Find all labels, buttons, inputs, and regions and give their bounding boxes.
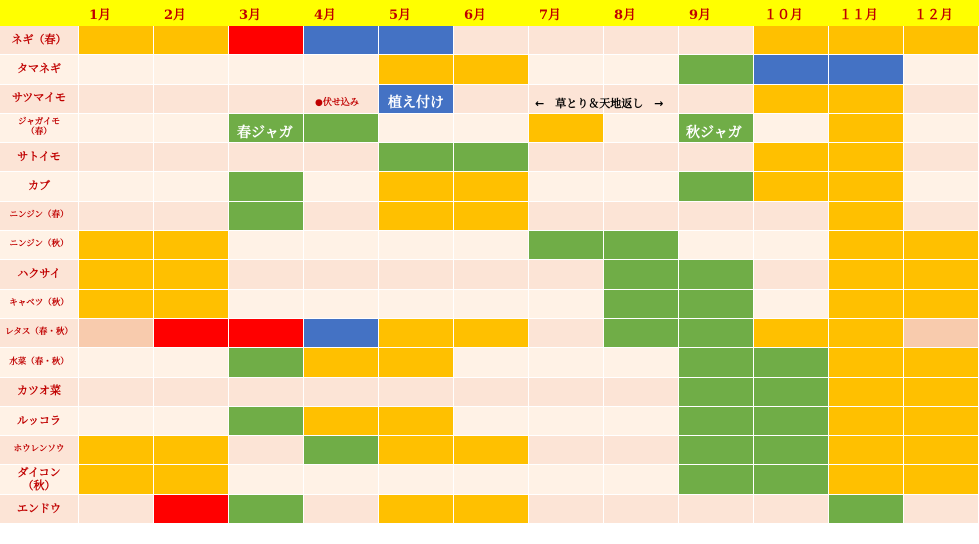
schedule-cell: [529, 290, 604, 319]
seedbed-annotation: ●伏せ込み: [315, 98, 359, 108]
schedule-cell: [379, 378, 454, 407]
schedule-cell: [304, 202, 379, 231]
schedule-cell: [679, 407, 754, 436]
schedule-cell: [754, 495, 829, 524]
schedule-cell: [754, 407, 829, 436]
schedule-cell: [304, 495, 379, 524]
schedule-cell: [79, 378, 154, 407]
schedule-cell: [454, 231, 529, 260]
planting-annotation: 植え付け: [388, 95, 444, 111]
schedule-cell: [304, 348, 379, 377]
schedule-cell: [829, 231, 904, 260]
schedule-cell: [454, 290, 529, 319]
schedule-cell: [529, 231, 604, 260]
crop-label: ジャガイモ （春）: [0, 114, 79, 143]
crop-label: ニンジン（春）: [0, 202, 79, 231]
schedule-cell: [454, 465, 529, 494]
schedule-cell: [229, 436, 304, 465]
schedule-cell: [454, 436, 529, 465]
schedule-cell: [604, 114, 679, 143]
schedule-cell: [154, 407, 229, 436]
schedule-cell: [79, 436, 154, 465]
crop-label: ホウレンソウ: [0, 436, 79, 465]
schedule-cell: [454, 348, 529, 377]
schedule-cell: [679, 143, 754, 172]
schedule-cell: [679, 495, 754, 524]
schedule-cell: [829, 495, 904, 524]
crop-label: キャベツ（秋）: [0, 290, 79, 319]
schedule-cell: [79, 172, 154, 201]
schedule-cell: [529, 495, 604, 524]
schedule-cell: [379, 260, 454, 289]
schedule-cell: [79, 407, 154, 436]
crop-label: ルッコラ: [0, 407, 79, 436]
schedule-cell: [829, 114, 904, 143]
schedule-cell: [304, 114, 379, 143]
schedule-cell: [829, 55, 904, 84]
schedule-cell: [454, 260, 529, 289]
schedule-cell: [679, 26, 754, 55]
schedule-cell: [904, 290, 979, 319]
schedule-cell: [529, 26, 604, 55]
schedule-cell: [154, 319, 229, 348]
schedule-cell: [604, 172, 679, 201]
schedule-cell: [604, 231, 679, 260]
schedule-cell: [754, 465, 829, 494]
crop-label: サツマイモ: [0, 85, 79, 114]
schedule-cell: [829, 407, 904, 436]
schedule-cell: [379, 172, 454, 201]
schedule-cell: [79, 260, 154, 289]
schedule-cell: [304, 378, 379, 407]
schedule-cell: [229, 465, 304, 494]
schedule-cell: [754, 319, 829, 348]
schedule-cell: [754, 114, 829, 143]
schedule-cell: [604, 55, 679, 84]
schedule-cell: [604, 202, 679, 231]
crop-label: タマネギ: [0, 55, 79, 84]
schedule-cell: [154, 55, 229, 84]
month-header: 4月: [304, 0, 379, 26]
schedule-cell: [529, 172, 604, 201]
month-header: 1月: [79, 0, 154, 26]
schedule-cell: [529, 465, 604, 494]
schedule-cell: [229, 143, 304, 172]
schedule-cell: [604, 378, 679, 407]
crop-label: ネギ（春）: [0, 26, 79, 55]
schedule-cell: [754, 202, 829, 231]
schedule-cell: [604, 407, 679, 436]
schedule-cell: [304, 231, 379, 260]
schedule-cell: [304, 290, 379, 319]
schedule-cell: [904, 114, 979, 143]
schedule-cell: [829, 85, 904, 114]
schedule-cell: [154, 85, 229, 114]
schedule-cell: [304, 319, 379, 348]
schedule-cell: [79, 143, 154, 172]
schedule-cell: [379, 407, 454, 436]
schedule-cell: [679, 231, 754, 260]
schedule-cell: [304, 436, 379, 465]
schedule-cell: [79, 465, 154, 494]
schedule-cell: [829, 436, 904, 465]
schedule-cell: [79, 202, 154, 231]
month-header: 7月: [529, 0, 604, 26]
schedule-cell: [679, 436, 754, 465]
schedule-cell: [229, 348, 304, 377]
crop-label: カブ: [0, 172, 79, 201]
schedule-cell: [79, 348, 154, 377]
schedule-cell: [229, 26, 304, 55]
schedule-cell: [379, 143, 454, 172]
schedule-cell: [829, 319, 904, 348]
crop-label: サトイモ: [0, 143, 79, 172]
schedule-cell: [229, 290, 304, 319]
schedule-cell: [79, 495, 154, 524]
schedule-cell: [304, 260, 379, 289]
schedule-cell: [829, 260, 904, 289]
header-corner: [0, 0, 79, 26]
crop-label: エンドウ: [0, 495, 79, 524]
schedule-cell: [229, 231, 304, 260]
schedule-cell: [904, 85, 979, 114]
schedule-cell: [529, 143, 604, 172]
schedule-cell: [154, 495, 229, 524]
schedule-cell: [79, 85, 154, 114]
schedule-cell: [754, 26, 829, 55]
schedule-cell: [304, 172, 379, 201]
month-header: 6月: [454, 0, 529, 26]
schedule-cell: [829, 172, 904, 201]
schedule-cell: [379, 348, 454, 377]
schedule-cell: [754, 378, 829, 407]
month-header: 9月: [679, 0, 754, 26]
schedule-cell: [304, 26, 379, 55]
month-header: 5月: [379, 0, 454, 26]
schedule-cell: [529, 260, 604, 289]
schedule-cell: [679, 202, 754, 231]
schedule-cell: [829, 465, 904, 494]
crop-label: レタス（春・秋）: [0, 319, 79, 348]
crop-label: 水菜（春・秋）: [0, 348, 79, 377]
schedule-cell: [79, 231, 154, 260]
schedule-cell: [754, 172, 829, 201]
schedule-cell: [304, 55, 379, 84]
schedule-cell: [604, 319, 679, 348]
schedule-cell: [754, 143, 829, 172]
schedule-cell: [529, 436, 604, 465]
spring-potato-annotation: 春ジャガ: [237, 125, 293, 141]
schedule-cell: [904, 348, 979, 377]
schedule-cell: [754, 260, 829, 289]
schedule-cell: [529, 407, 604, 436]
month-header: 8月: [604, 0, 679, 26]
schedule-cell: [154, 26, 229, 55]
crop-label: ダイコン （秋）: [0, 465, 79, 494]
schedule-cell: [529, 114, 604, 143]
schedule-cell: [379, 465, 454, 494]
schedule-cell: [454, 143, 529, 172]
schedule-cell: [454, 202, 529, 231]
schedule-cell: [529, 55, 604, 84]
schedule-cell: [679, 319, 754, 348]
schedule-cell: [229, 202, 304, 231]
schedule-cell: [904, 260, 979, 289]
schedule-cell: [79, 114, 154, 143]
schedule-cell: [679, 55, 754, 84]
schedule-cell: [529, 348, 604, 377]
schedule-cell: [304, 407, 379, 436]
month-header: １２月: [904, 0, 979, 26]
schedule-cell: [379, 319, 454, 348]
schedule-cell: [229, 495, 304, 524]
schedule-cell: [304, 143, 379, 172]
schedule-cell: [604, 26, 679, 55]
schedule-cell: [229, 378, 304, 407]
schedule-cell: [304, 465, 379, 494]
schedule-cell: [904, 407, 979, 436]
autumn-potato-annotation: 秋ジャガ: [686, 125, 742, 141]
schedule-cell: [604, 465, 679, 494]
schedule-cell: [454, 172, 529, 201]
schedule-cell: [829, 290, 904, 319]
schedule-cell: [679, 85, 754, 114]
weeding-annotation: ← 草とり＆天地返し →: [535, 97, 664, 110]
schedule-cell: [229, 85, 304, 114]
schedule-cell: [154, 378, 229, 407]
schedule-cell: [904, 202, 979, 231]
schedule-cell: [79, 290, 154, 319]
month-header: １０月: [754, 0, 829, 26]
schedule-cell: [904, 231, 979, 260]
schedule-cell: [454, 378, 529, 407]
schedule-cell: [529, 378, 604, 407]
schedule-cell: [829, 378, 904, 407]
schedule-cell: [379, 495, 454, 524]
schedule-cell: [604, 290, 679, 319]
schedule-cell: [529, 319, 604, 348]
schedule-cell: [229, 319, 304, 348]
schedule-cell: [679, 348, 754, 377]
schedule-cell: [604, 348, 679, 377]
schedule-cell: [904, 26, 979, 55]
schedule-cell: [679, 172, 754, 201]
schedule-cell: [154, 231, 229, 260]
crop-label: カツオ菜: [0, 378, 79, 407]
schedule-cell: [829, 26, 904, 55]
schedule-cell: [604, 260, 679, 289]
schedule-cell: [379, 290, 454, 319]
month-header: １１月: [829, 0, 904, 26]
schedule-cell: [154, 143, 229, 172]
schedule-cell: [754, 231, 829, 260]
schedule-cell: [454, 495, 529, 524]
schedule-cell: [754, 85, 829, 114]
crop-label: ハクサイ: [0, 260, 79, 289]
schedule-cell: [229, 407, 304, 436]
schedule-cell: [79, 26, 154, 55]
schedule-cell: [679, 465, 754, 494]
schedule-cell: [679, 260, 754, 289]
schedule-cell: [754, 436, 829, 465]
month-header: 3月: [229, 0, 304, 26]
schedule-cell: [754, 348, 829, 377]
schedule-cell: [754, 290, 829, 319]
schedule-cell: [229, 55, 304, 84]
schedule-cell: [454, 407, 529, 436]
schedule-cell: [904, 172, 979, 201]
schedule-cell: [454, 319, 529, 348]
schedule-cell: [379, 231, 454, 260]
schedule-cell: [829, 348, 904, 377]
schedule-cell: [154, 465, 229, 494]
schedule-cell: [904, 378, 979, 407]
schedule-cell: [379, 114, 454, 143]
schedule-cell: [904, 55, 979, 84]
schedule-cell: [79, 319, 154, 348]
schedule-cell: [154, 114, 229, 143]
month-header: 2月: [154, 0, 229, 26]
schedule-cell: [379, 436, 454, 465]
schedule-cell: [454, 55, 529, 84]
schedule-cell: [754, 55, 829, 84]
schedule-cell: [154, 436, 229, 465]
schedule-cell: [904, 319, 979, 348]
schedule-cell: [79, 55, 154, 84]
schedule-cell: [454, 85, 529, 114]
schedule-cell: [829, 202, 904, 231]
schedule-cell: [454, 114, 529, 143]
schedule-cell: [679, 378, 754, 407]
schedule-cell: [154, 348, 229, 377]
schedule-cell: [679, 290, 754, 319]
schedule-cell: [904, 143, 979, 172]
schedule-cell: [379, 26, 454, 55]
schedule-cell: [379, 202, 454, 231]
schedule-cell: [229, 172, 304, 201]
schedule-cell: [604, 436, 679, 465]
schedule-cell: [454, 26, 529, 55]
schedule-cell: [154, 202, 229, 231]
schedule-cell: [904, 495, 979, 524]
crop-label: ニンジン（秋）: [0, 231, 79, 260]
schedule-cell: [154, 290, 229, 319]
schedule-cell: [829, 143, 904, 172]
schedule-cell: [379, 55, 454, 84]
schedule-cell: [229, 260, 304, 289]
schedule-cell: [154, 260, 229, 289]
schedule-cell: [529, 202, 604, 231]
schedule-cell: [154, 172, 229, 201]
schedule-cell: [904, 436, 979, 465]
schedule-cell: [904, 465, 979, 494]
schedule-cell: [604, 143, 679, 172]
schedule-cell: [604, 495, 679, 524]
